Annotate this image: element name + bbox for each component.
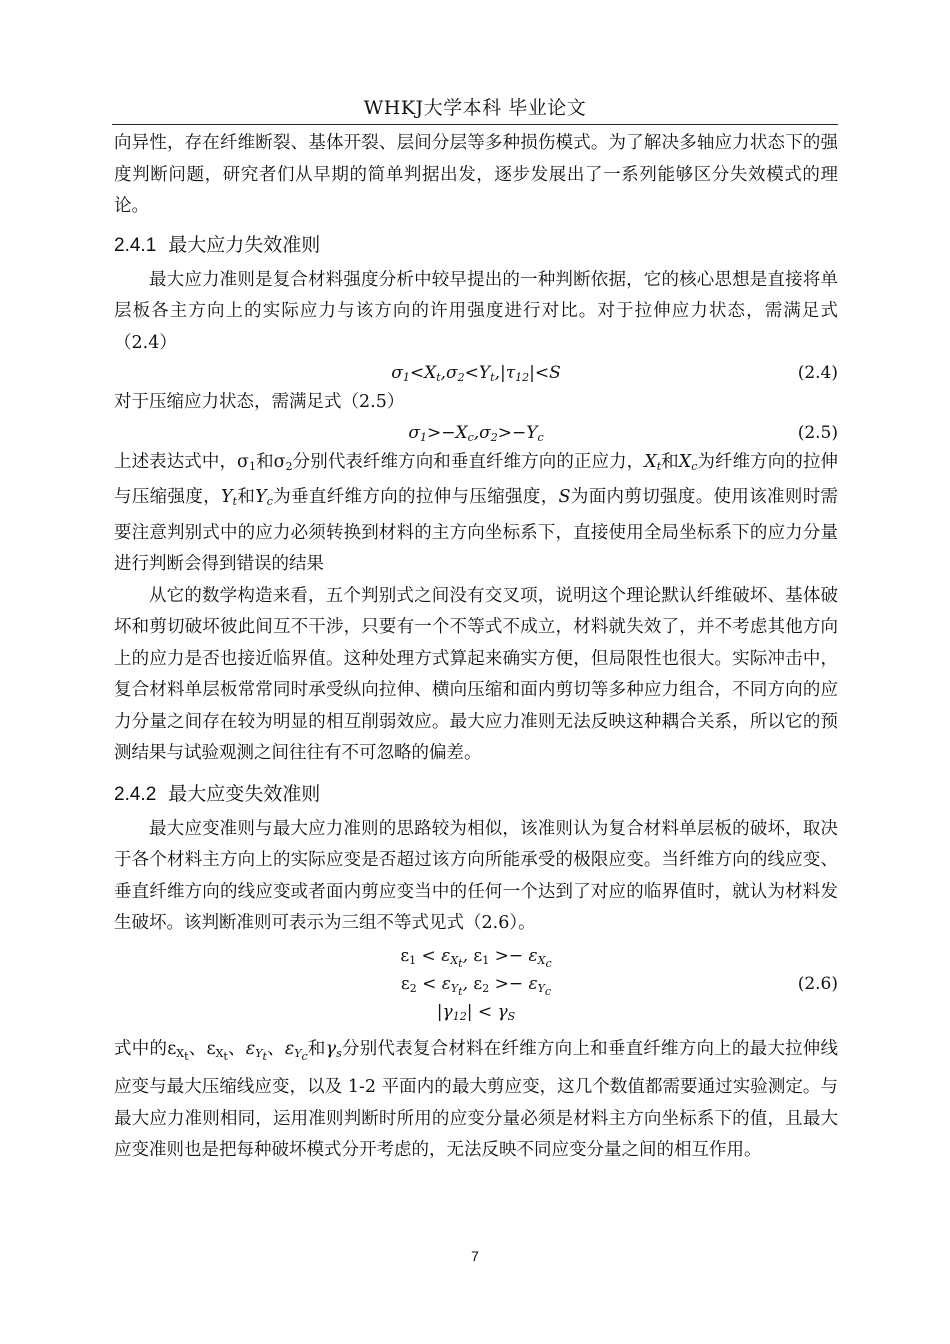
paragraph-intro-continued: 向异性，存在纤维断裂、基体开裂、层间分层等多种损伤模式。为了解决多轴应力状态下的强度判断问题，研究者们从早期的简单判据出发，逐步发展出了一系列能够区分失效模式的理论。	[114, 133, 838, 216]
equation-2-6-line-3: $|\gamma_{12}| < \gamma_S$	[436, 1001, 516, 1023]
equation-2-4	[114, 359, 838, 387]
equation-2-4-body: $\sigma_1<X_t,\sigma_2<Y_t,|\tau_{12}|<S$	[391, 363, 561, 384]
running-header: WHKJ大学本科 毕业论文	[363, 97, 587, 119]
page-body	[114, 128, 838, 1167]
header-rule	[112, 124, 838, 125]
paragraph-strain-definitions: 式中的$\varepsilon_{X_t}$、$\varepsilon_{X_t}$、$\varepsilon_{Y_t}$、$\varepsilon_{Y_c}$和$\gamma_s$分别代表复合材料在纤维方向上和垂直纤维方向上的最大拉伸线应变与最大压缩线应变，以及 1-2 平面内的最大剪应变，这几个数值都需要通过实验测定。与最大应力准则相同，运用准则判断时所用的应变分量必须是材料主方向坐标系下的值，且最大应变准则也是把每种破坏模式分开考虑的，无法反映不同应变分量之间的相互作用。	[114, 1038, 839, 1160]
paragraph-max-stress-intro: 最大应力准则是复合材料强度分析中较早提出的一种判断依据，它的核心思想是直接将单层板各主方向上的实际应力与该方向的许用强度进行对比。对于拉伸应力状态，需满足式（2.4）	[114, 269, 838, 353]
equation-number: (2.6)	[797, 973, 838, 994]
equation-2-6-line-2: $\varepsilon_2 < \varepsilon_{Y_t}$, $\varepsilon_2 >- \varepsilon_{Y_c}$	[400, 973, 552, 998]
equation-2-5	[114, 419, 838, 447]
section-heading-2-4-1	[114, 231, 838, 261]
paragraph-compression: 对于压缩应力状态，需满足式（2.5）	[114, 392, 405, 412]
equation-2-6	[114, 942, 838, 1028]
equation-2-5-body: $\sigma_1>-X_c,\sigma_2>-Y_c$	[408, 422, 544, 444]
section-number: 2.4.2	[114, 783, 157, 805]
paragraph-max-stress-limitations: 从它的数学构造来看，五个判别式之间没有交叉项，说明这个理论默认纤维破坏、基体破坏和剪切破坏彼此间互不干涉，只要有一个不等式不成立，材料就失效了，并不考虑其他方向上的应力是否也接近临界值。这种处理方式算起来确实方便，但局限性也很大。实际冲击中，复合材料单层板常常同时承受纵向拉伸、横向压缩和面内剪切等多种应力组合，不同方向的应力分量之间存在较为明显的相互削弱效应。最大应力准则无法反映这种耦合关系，所以它的预测结果与试验观测之间往往有不可忽略的偏差。	[114, 585, 838, 763]
section-title: 最大应变失效准则	[168, 783, 321, 805]
section-heading-2-4-2	[114, 780, 838, 810]
section-title: 最大应力失效准则	[168, 234, 321, 256]
paragraph-symbol-definitions: 上述表达式中，$\sigma_1$和$\sigma_2$分别代表纤维方向和垂直纤维方向的正应力，$X_t$和$X_c$为纤维方向的拉伸与压缩强度，$Y_t$和$Y_c$为垂直纤维方向的拉伸与压缩强度，S为面内剪切强度。使用该准则时需要注意判别式中的应力必须转换到材料的主方向坐标系下，直接使用全局坐标系下的应力分量进行判断会得到错误的结果	[114, 451, 839, 574]
page-number: 7	[471, 1248, 479, 1264]
equation-number: (2.4)	[797, 363, 838, 383]
paragraph-max-strain-intro: 最大应变准则与最大应力准则的思路较为相似，该准则认为复合材料单层板的破坏，取决于各个材料主方向上的实际应变是否超过该方向所能承受的极限应变。当纤维方向的线应变、垂直纤维方向的线应变或者面内剪应变当中的任何一个达到了对应的临界值时，就认为材料发生破坏。该判断准则可表示为三组不等式见式（2.6）。	[114, 818, 838, 933]
equation-number: (2.5)	[797, 422, 838, 443]
section-number: 2.4.1	[114, 234, 157, 256]
equation-2-6-line-1: $\varepsilon_1 < \varepsilon_{X_t}$, $\varepsilon_1 >- \varepsilon_{X_c}$	[400, 945, 552, 970]
